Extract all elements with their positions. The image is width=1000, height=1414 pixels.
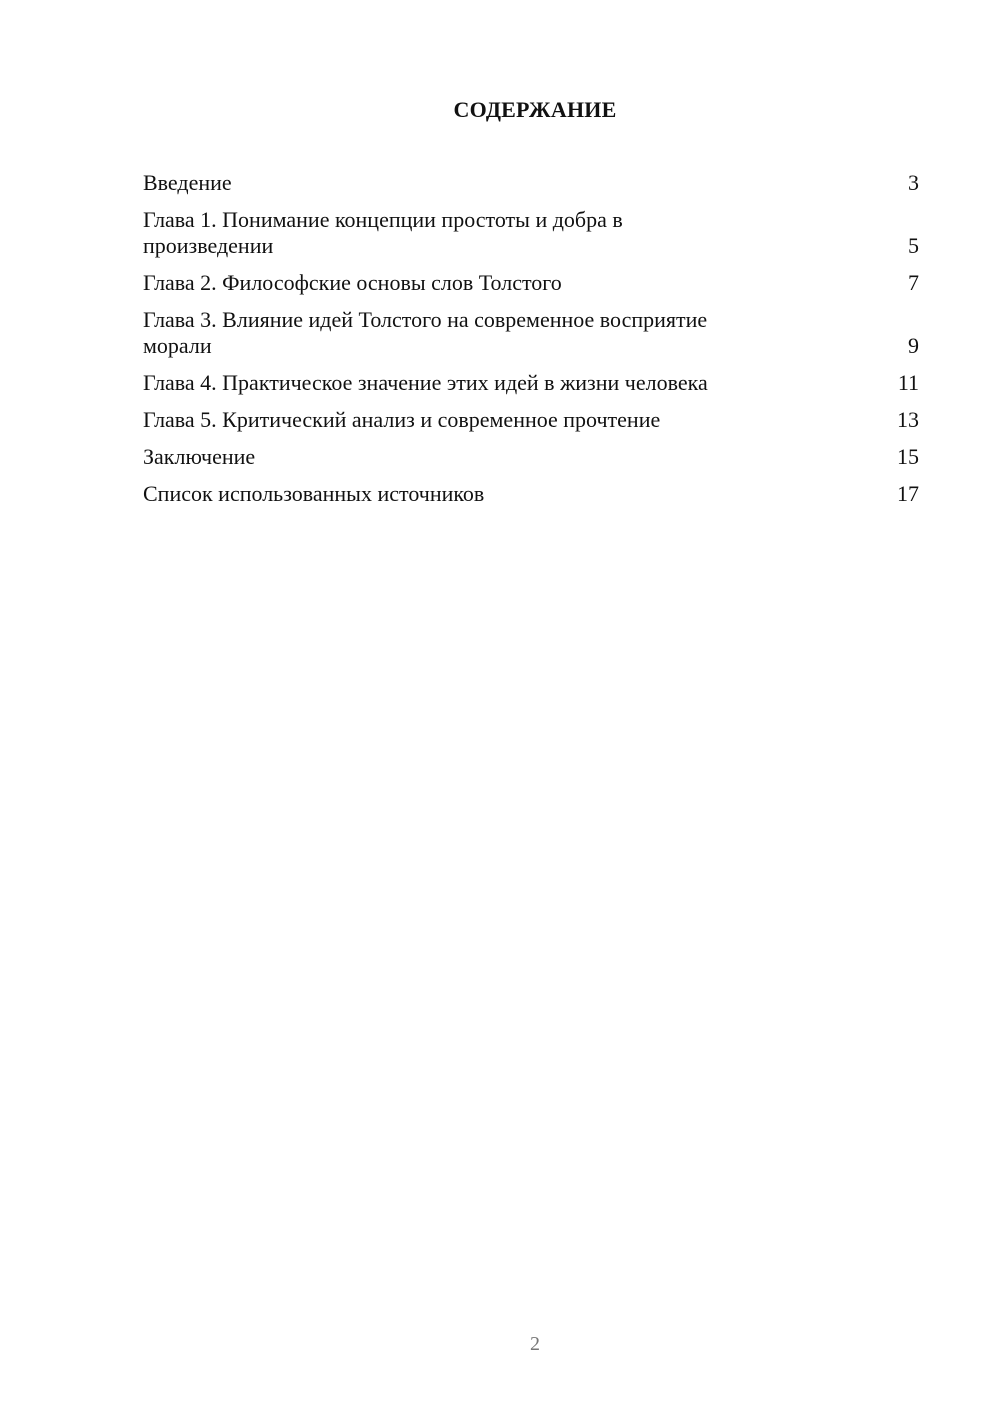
toc-entry-text: Заключение	[143, 444, 256, 469]
toc-entry-text: Глава 2. Философские основы слов Толстого	[143, 270, 562, 295]
toc-entry-page: 17	[897, 481, 919, 506]
toc-entry-introduction	[143, 170, 919, 196]
toc-entry-text: Глава 5. Критический анализ и современное прочтение	[143, 407, 661, 432]
table-of-contents	[143, 170, 919, 518]
toc-entry-page: 13	[897, 407, 919, 432]
toc-entry-chapter-3	[143, 307, 919, 359]
toc-entry-chapter-1	[143, 207, 919, 259]
toc-entry-page: 15	[897, 444, 919, 469]
toc-entry-text: Глава 3. Влияние идей Толстого на современное восприятие морали	[143, 307, 708, 358]
toc-entry-references	[143, 481, 919, 507]
toc-entry-page: 3	[908, 170, 919, 195]
toc-entry-text: Глава 1. Понимание концепции простоты и добра в произведении	[143, 207, 623, 258]
toc-entry-text: Список использованных источников	[143, 481, 485, 506]
toc-entry-text: Введение	[143, 170, 232, 195]
toc-entry-chapter-5	[143, 407, 919, 433]
toc-entry-conclusion	[143, 444, 919, 470]
toc-entry-page: 5	[908, 233, 919, 258]
toc-entry-chapter-4	[143, 370, 919, 396]
toc-entry-page: 9	[908, 333, 919, 358]
page-title: СОДЕРЖАНИЕ	[453, 97, 617, 122]
toc-entry-text: Глава 4. Практическое значение этих идей в жизни человека	[143, 370, 708, 395]
page-number: 2	[530, 1333, 540, 1355]
toc-entry-page: 7	[908, 270, 919, 295]
toc-entry-page: 11	[897, 370, 919, 395]
toc-entry-chapter-2	[143, 270, 919, 296]
